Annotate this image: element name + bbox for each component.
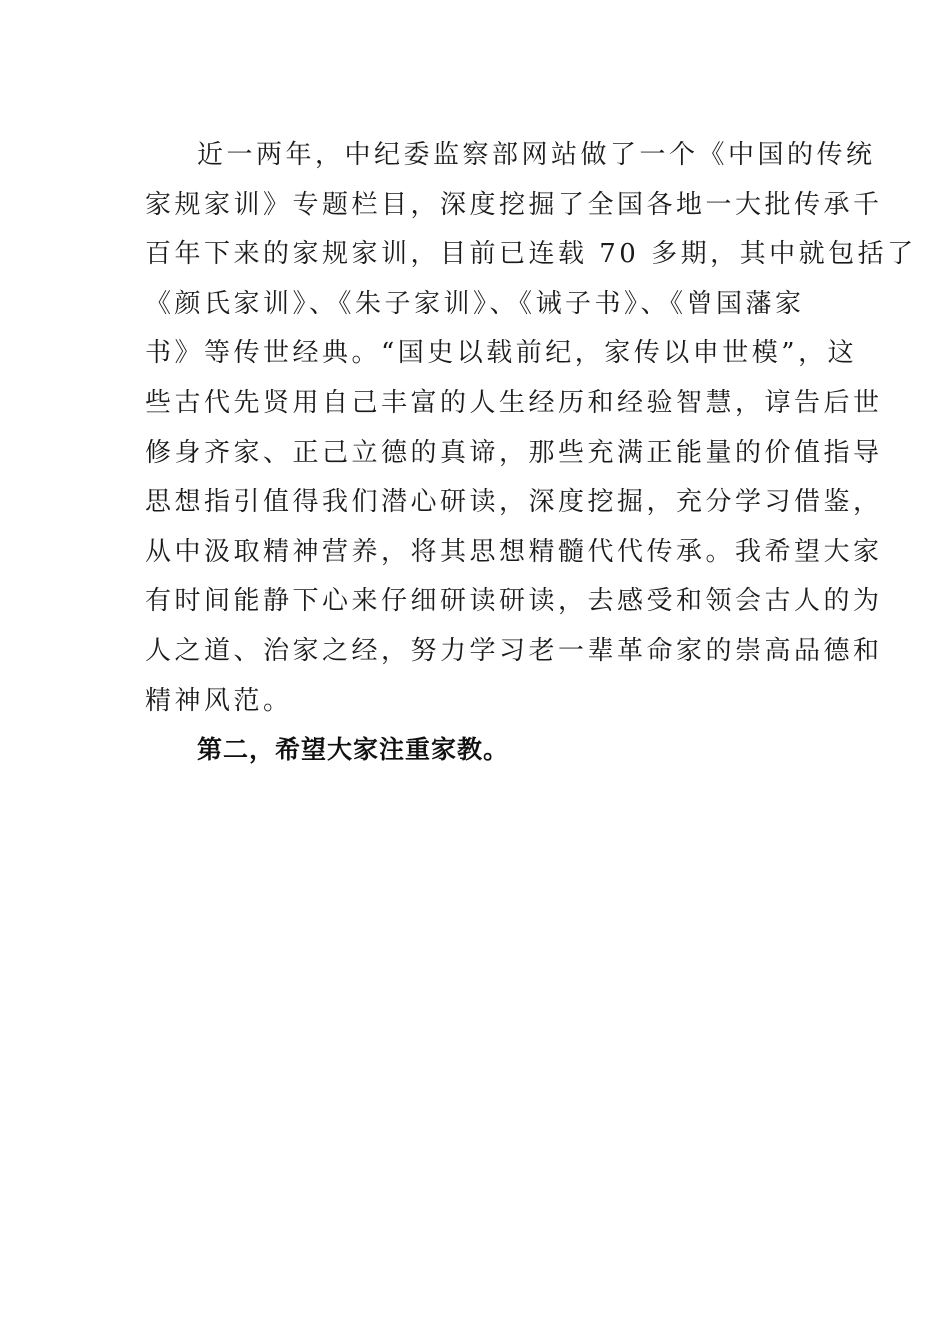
paragraph-line: 百年下来的家规家训，目前已连载 70 多期，其中就包括了 (145, 239, 917, 270)
paragraph-line: 修身齐家、正己立德的真谛，那些充满正能量的价值指导 (145, 437, 883, 468)
body-paragraph (145, 131, 917, 726)
paragraph-line: 家规家训》专题栏目，深度挖掘了全国各地一大批传承千 (145, 189, 883, 220)
paragraph-line: 精神风范。 (145, 685, 293, 716)
paragraph-line: 人之道、治家之经，努力学习老一辈革命家的崇高品德和 (145, 635, 883, 666)
paragraph-line: 思想指引值得我们潜心研读，深度挖掘，充分学习借鉴， (145, 487, 883, 518)
section-heading: 第二，希望大家注重家教。 (197, 735, 510, 764)
paragraph-line: 些古代先贤用自己丰富的人生经历和经验智慧，谆告后世 (145, 387, 883, 418)
paragraph-line: 有时间能静下心来仔细研读研读，去感受和领会古人的为 (145, 586, 883, 617)
paragraph-line: 书》等传世经典。“国史以载前纪，家传以申世模”，这 (145, 338, 858, 369)
paragraph-line: 从中汲取精神营养，将其思想精髓代代传承。我希望大家 (145, 536, 883, 567)
paragraph-line: 《颜氏家训》、《朱子家训》、《诫子书》、《曾国藩家 (145, 288, 805, 319)
paragraph-line: 近一两年，中纪委监察部网站做了一个《中国的传统 (197, 140, 876, 170)
